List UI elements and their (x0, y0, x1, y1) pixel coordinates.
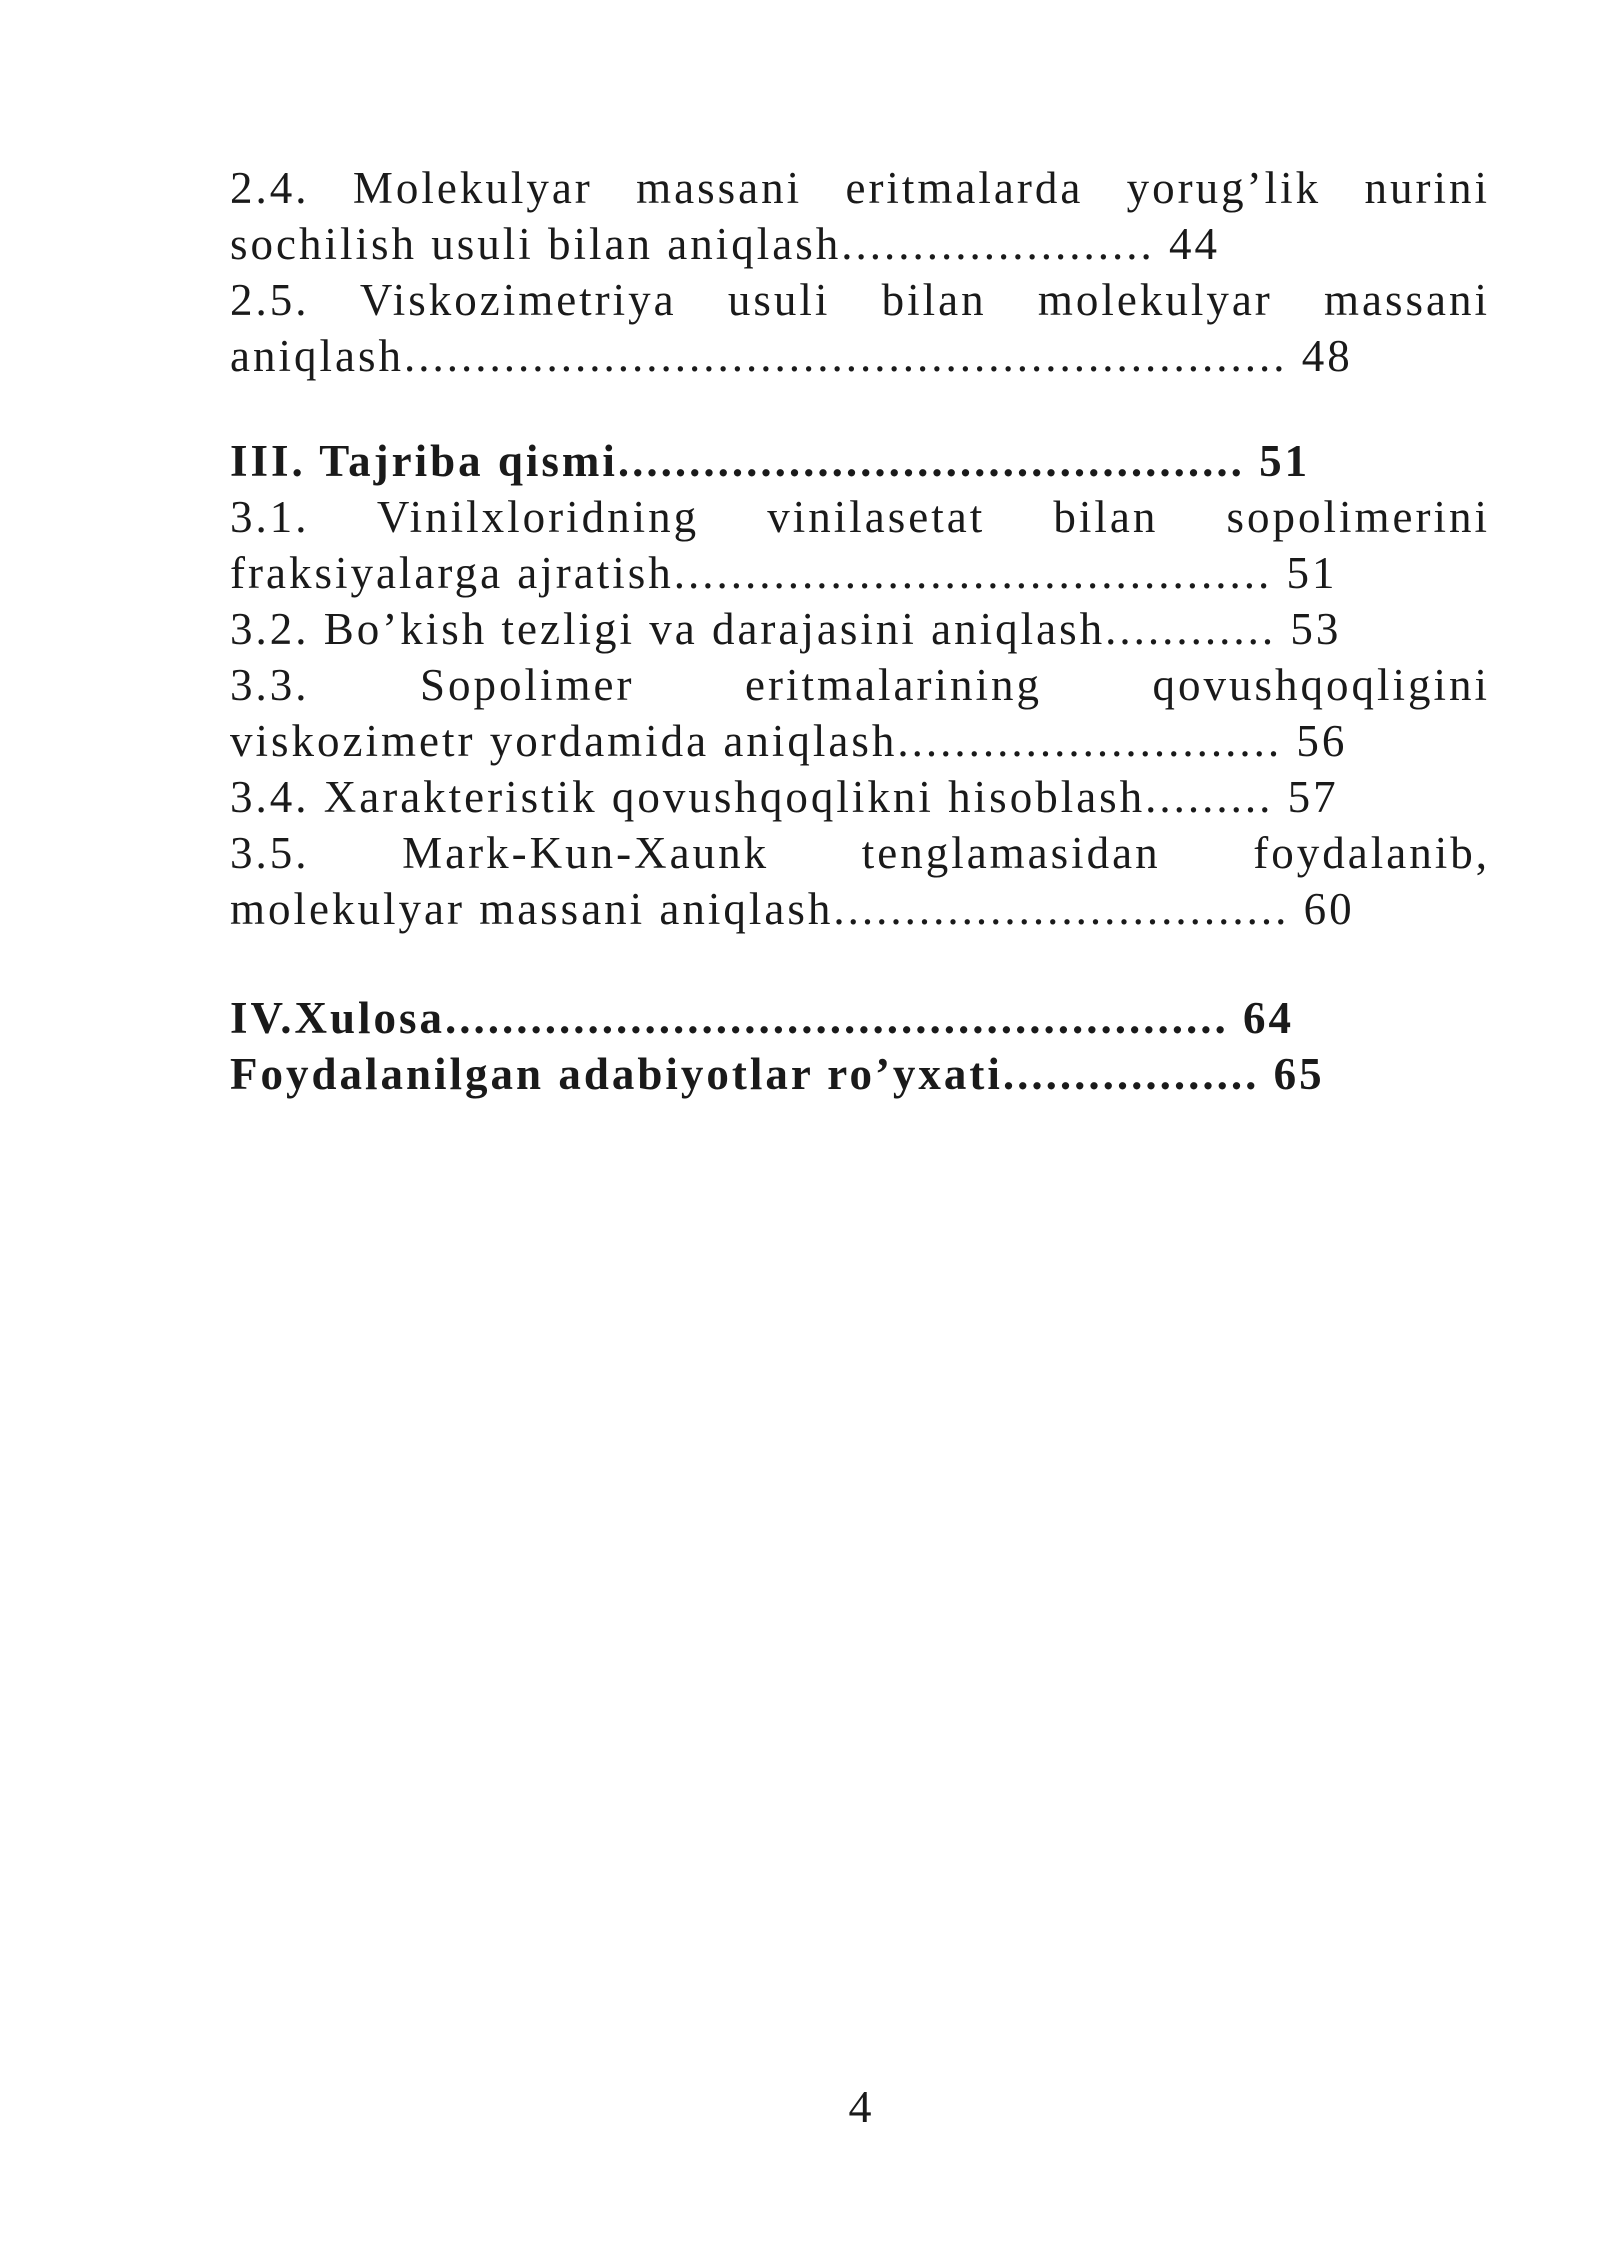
toc-entry-2-5-line-1: 2.5. Viskozimetriya usuli bilan molekulyar massani (230, 275, 1490, 325)
toc-entry-2-5-line-2: aniqlash.............................................................. 48 (230, 331, 1353, 381)
toc-references: Foydalanilgan adabiyotlar ro’yxati.................. 65 (230, 1049, 1325, 1099)
toc-chapter-4: IV.Xulosa....................................................... 64 (230, 993, 1294, 1043)
toc-entry-3-3-line-1: 3.3. Sopolimer eritmalarining qovushqoqligini (230, 660, 1490, 710)
toc-entry-3-1-line-2: fraksiyalarga ajratish.......................................... 51 (230, 548, 1338, 598)
toc-chapter-3: III. Tajriba qismi............................................ 51 (230, 436, 1311, 486)
toc-entry-3-5-line-2: molekulyar massani aniqlash................................ 60 (230, 884, 1355, 934)
page-number: 4 (848, 2081, 872, 2132)
toc-entry-3-2: 3.2. Bo’kish tezligi va darajasini aniqlash............ 53 (230, 604, 1342, 654)
toc-entry-2-4-line-2: sochilish usuli bilan aniqlash...................... 44 (230, 219, 1220, 269)
toc-entry-3-5-line-1: 3.5. Mark-Kun-Xaunk tenglamasidan foydalanib, (230, 828, 1490, 878)
toc-entry-3-3-line-2: viskozimetr yordamida aniqlash........................... 56 (230, 716, 1348, 766)
toc-entry-2-4-line-1: 2.4. Molekulyar massani eritmalarda yorug’lik nurini (230, 163, 1490, 213)
toc-entry-3-1-line-1: 3.1. Vinilxloridning vinilasetat bilan sopolimerini (230, 492, 1490, 542)
toc-entry-3-4: 3.4. Xarakteristik qovushqoqlikni hisoblash......... 57 (230, 772, 1339, 822)
